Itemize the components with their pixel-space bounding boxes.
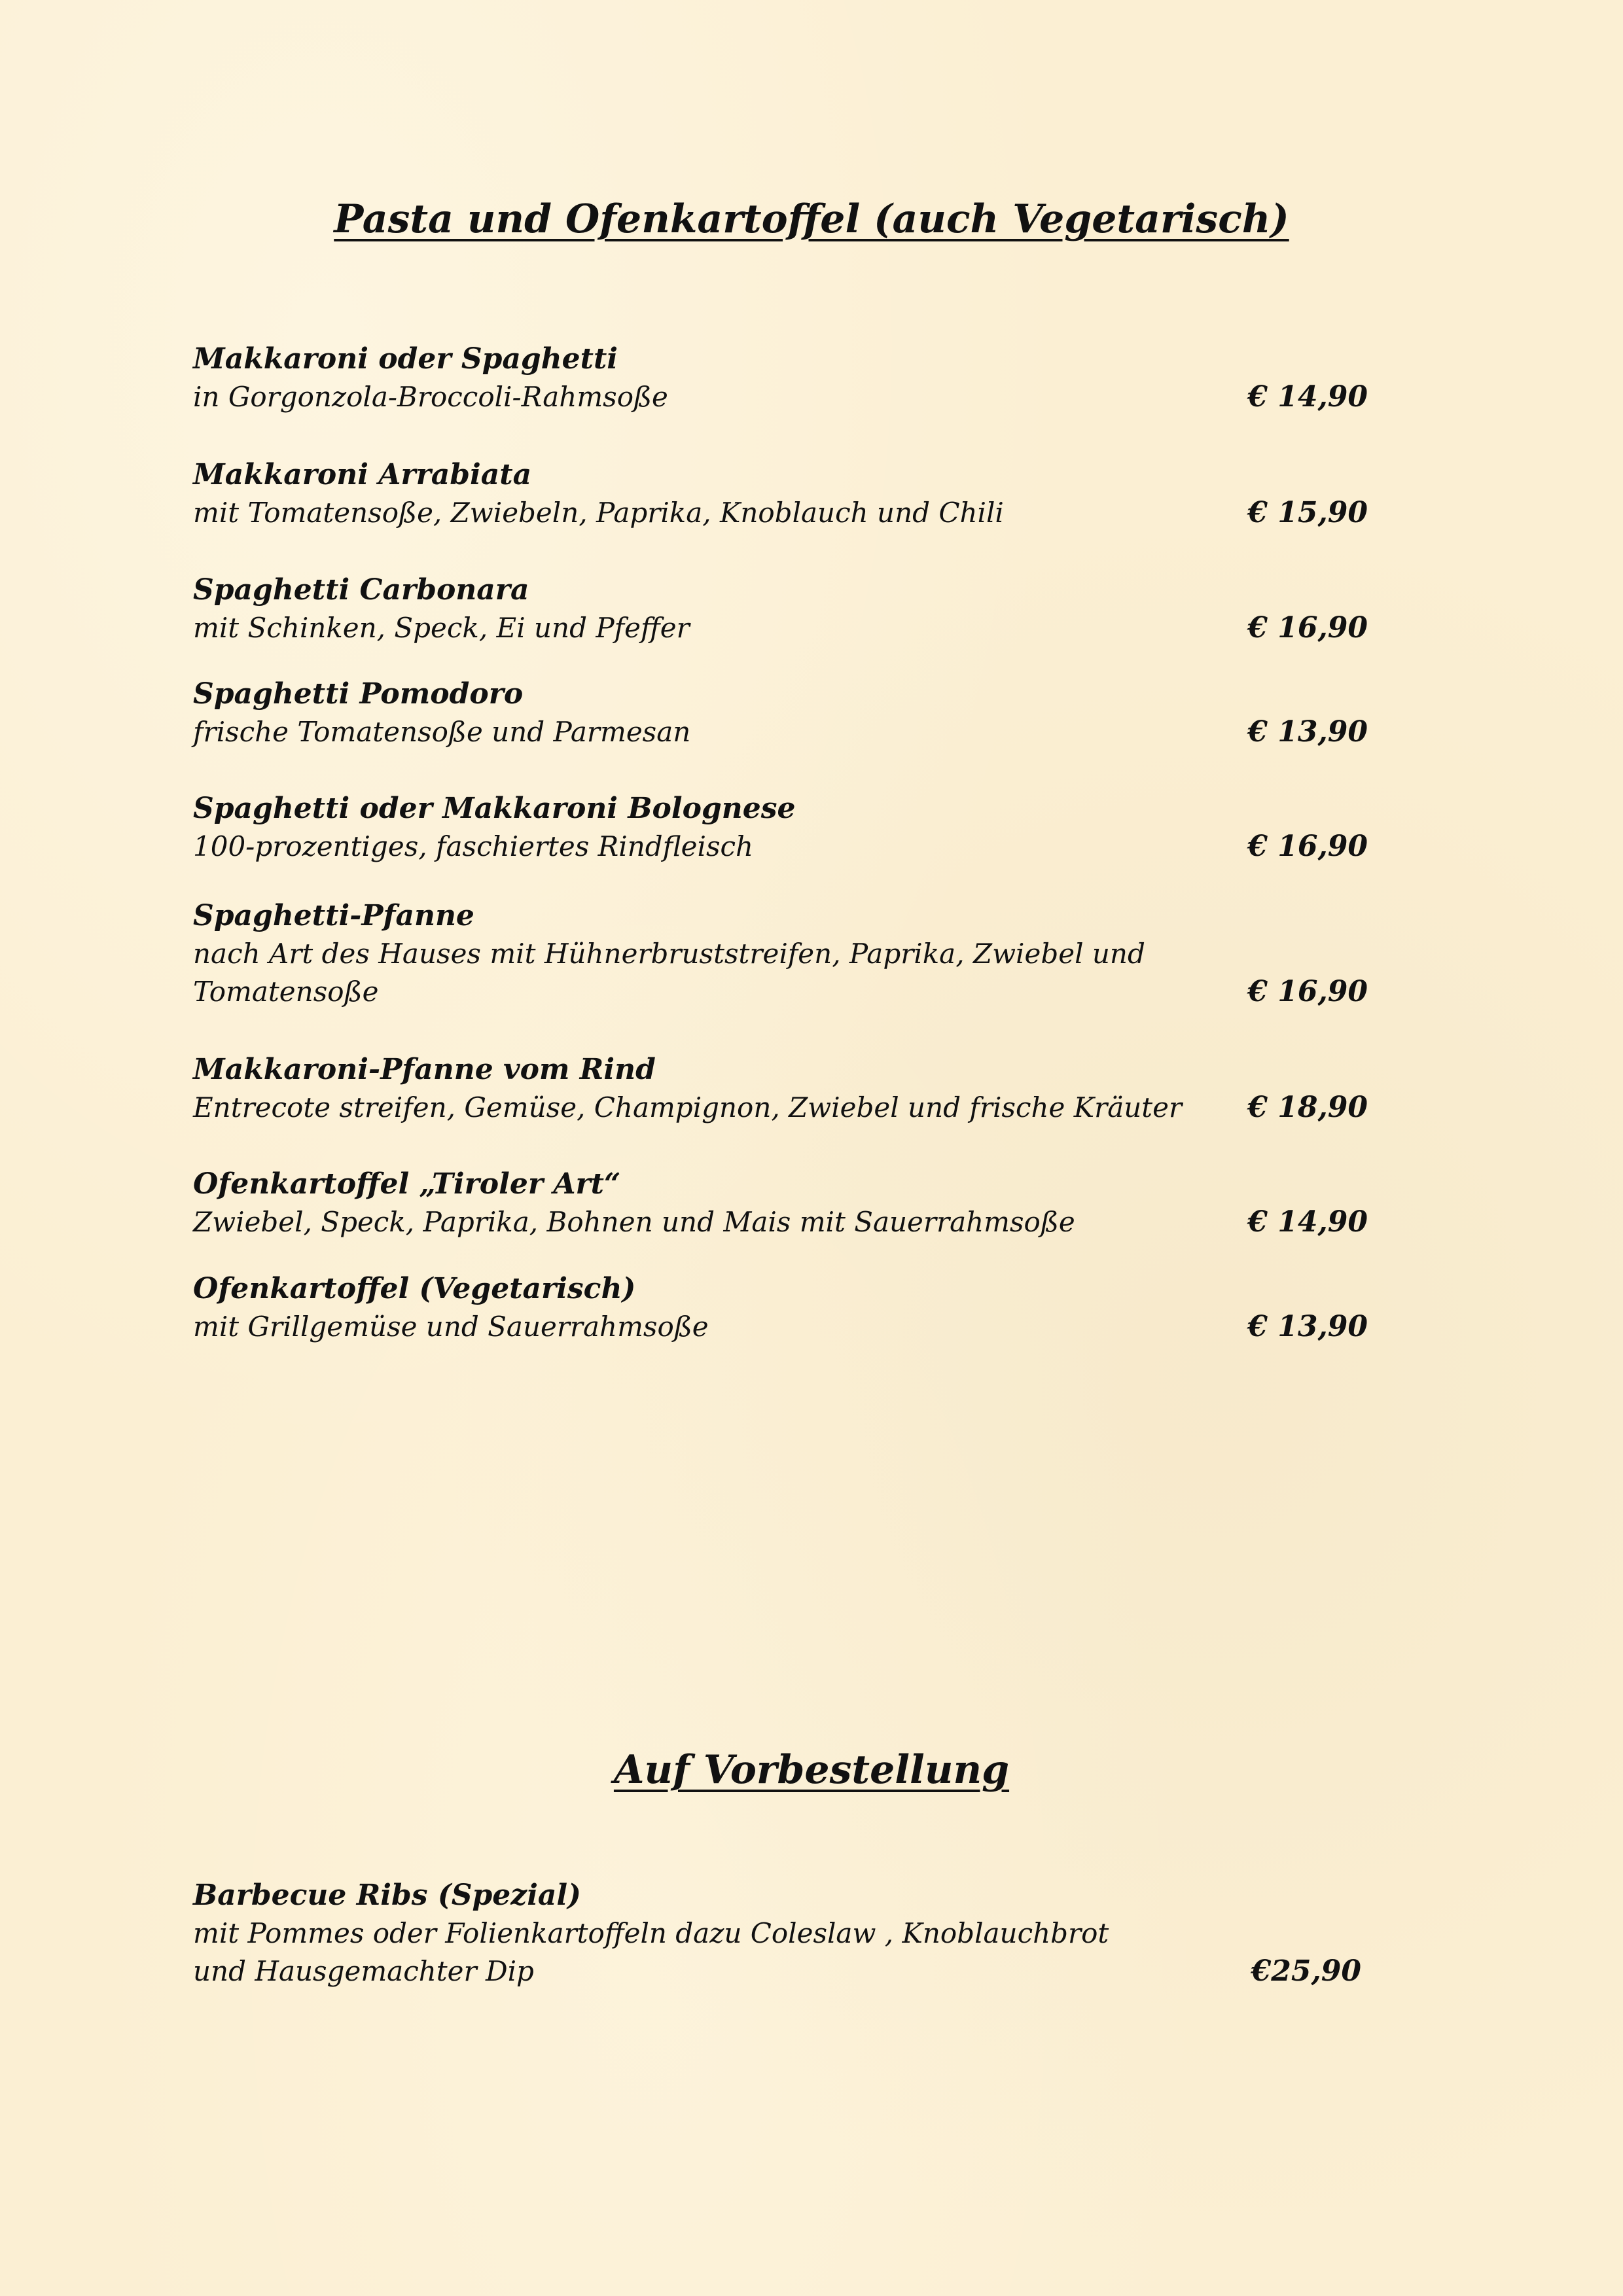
menu-item [193, 1877, 1361, 1990]
item-name: Ofenkartoffel (Vegetarisch) [193, 1272, 636, 1305]
item-price: € 14,90 [1247, 380, 1368, 414]
menu-item [193, 675, 1368, 751]
item-name: Spaghetti Carbonara [193, 573, 529, 607]
item-price: € 16,90 [1247, 975, 1368, 1008]
item-name: Makkaroni Arrabiata [193, 458, 532, 491]
item-name: Makkaroni-Pfanne vom Rind [193, 1053, 656, 1086]
item-price: € 14,90 [1247, 1205, 1368, 1239]
item-description: mit Pommes oder Folienkartoffeln dazu Coleslaw , Knoblauchbrot und Hausgemachter Dip [193, 1917, 1109, 1987]
section-title-pasta: Pasta und Ofenkartoffel (auch Vegetarisch) [334, 196, 1289, 242]
item-name: Spaghetti oder Makkaroni Bolognese [193, 792, 796, 825]
item-price: € 13,90 [1247, 715, 1368, 749]
menu-item [193, 1165, 1368, 1241]
menu-item [193, 340, 1368, 416]
section-title-vorbestellung: Auf Vorbestellung [613, 1747, 1010, 1793]
item-name: Ofenkartoffel „Tiroler Art“ [193, 1167, 621, 1201]
menu-item [193, 571, 1368, 647]
item-price: €25,90 [1251, 1954, 1361, 1988]
item-description: Zwiebel, Speck, Paprika, Bohnen und Mais mit Sauerrahmsoße [193, 1206, 1075, 1238]
item-description: mit Grillgemüse und Sauerrahmsoße [193, 1311, 709, 1343]
menu-item [193, 790, 1368, 866]
item-description: mit Schinken, Speck, Ei und Pfeffer [193, 612, 690, 644]
item-price: € 15,90 [1247, 496, 1368, 529]
menu-item [193, 897, 1368, 1011]
item-description: nach Art des Hauses mit Hühnerbruststreifen, Paprika, Zwiebel und Tomatensoße [193, 938, 1145, 1008]
menu-item [193, 456, 1368, 532]
item-description: frische Tomatensoße und Parmesan [193, 716, 691, 748]
item-name: Spaghetti Pomodoro [193, 677, 524, 711]
item-price: € 13,90 [1247, 1310, 1368, 1343]
item-name: Spaghetti-Pfanne [193, 899, 474, 932]
item-price: € 16,90 [1247, 611, 1368, 645]
item-price: € 18,90 [1247, 1091, 1368, 1124]
item-description: in Gorgonzola-Broccoli-Rahmsoße [193, 381, 668, 413]
item-name: Makkaroni oder Spaghetti [193, 342, 618, 376]
item-price: € 16,90 [1247, 830, 1368, 863]
menu-item [193, 1270, 1368, 1346]
item-name: Barbecue Ribs (Spezial) [193, 1879, 581, 1912]
item-description: mit Tomatensoße, Zwiebeln, Paprika, Knoblauch und Chili [193, 497, 1004, 529]
item-description: 100-prozentiges, faschiertes Rindfleisch [193, 830, 754, 862]
menu-item [193, 1051, 1368, 1127]
item-description: Entrecote streifen, Gemüse, Champignon, Zwiebel und frische Kräuter [193, 1091, 1183, 1123]
